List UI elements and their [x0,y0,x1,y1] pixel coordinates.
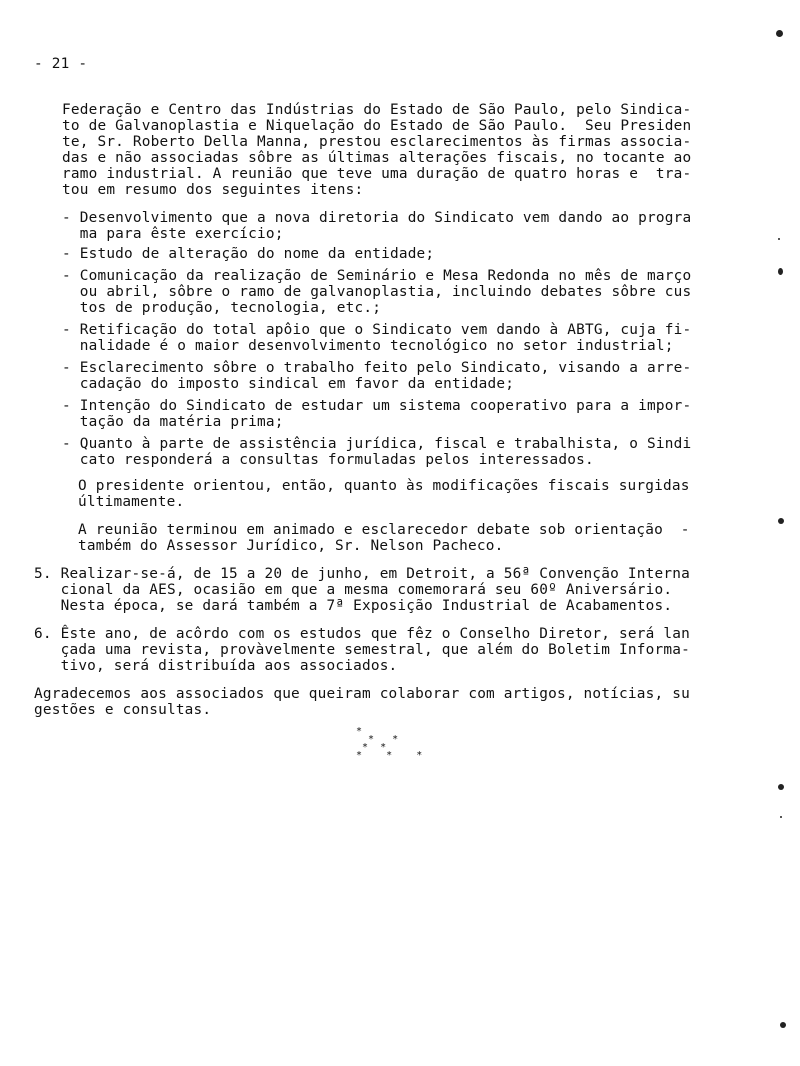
scan-speck [776,30,783,37]
bullet-item: - Esclarecimento sôbre o trabalho feito pelo Sindicato, visando a arre- [62,360,692,376]
scan-speck [778,784,784,790]
item-line: Nesta época, se dará também a 7ª Exposição Industrial de Acabamentos. [34,598,673,614]
bullet-item: ou abril, sôbre o ramo de galvanoplastia, incluindo debates sôbre cus [62,284,692,300]
intro-line: ramo industrial. A reunião que teve uma duração de quatro horas e tra- [62,166,692,182]
item-line: tivo, será distribuída aos associados. [34,658,398,674]
item-line: 5. Realizar-se-á, de 15 a 20 de junho, em Detroit, a 56ª Convenção Interna [34,566,690,582]
bullet-item: - Comunicação da realização de Seminário e Mesa Redonda no mês de março [62,268,692,284]
bullet-item: - Desenvolvimento que a nova diretoria do Sindicato vem dando ao progra [62,210,692,226]
intro-line: tou em resumo dos seguintes itens: [62,182,364,198]
closing-line: gestões e consultas. [34,702,212,718]
closing-line: Agradecemos aos associados que queiram colaborar com artigos, notícias, su [34,686,690,702]
bullet-item: - Quanto à parte de assistência jurídica, fiscal e trabalhista, o Sindi [62,436,692,452]
scan-speck [778,518,784,524]
item-line: çada uma revista, provàvelmente semestral, que além do Boletim Informa- [34,642,690,658]
intro-line: to de Galvanoplastia e Niquelação do Estado de São Paulo. Seu Presiden [62,118,692,134]
scan-speck [778,238,780,240]
bullet-item: nalidade é o maior desenvolvimento tecnológico no setor industrial; [62,338,674,354]
intro-line: Federação e Centro das Indústrias do Estado de São Paulo, pelo Sindica- [62,102,692,118]
scan-speck [778,268,783,275]
bullet-item: cato responderá a consultas formuladas pelos interessados. [62,452,594,468]
bullet-item: cadação do imposto sindical em favor da entidade; [62,376,515,392]
intro-line: das e não associadas sôbre as últimas alterações fiscais, no tocante ao [62,150,692,166]
bullet-item: tos de produção, tecnologia, etc.; [62,300,382,316]
intro-line: te, Sr. Roberto Della Manna, prestou esclarecimentos às firmas associa- [62,134,692,150]
page-number: - 21 - [34,56,88,72]
scan-speck [780,1022,786,1028]
bullet-item: tação da matéria prima; [62,414,284,430]
paragraph-line: A reunião terminou em animado e esclarecedor debate sob orientação - [78,522,690,538]
bullet-item: - Intenção do Sindicato de estudar um sistema cooperativo para a impor- [62,398,692,414]
item-line: 6. Êste ano, de acôrdo com os estudos que fêz o Conselho Diretor, será lan [34,626,690,642]
bullet-item: - Retificação do total apôio que o Sindicato vem dando à ABTG, cuja fi- [62,322,692,338]
paragraph-line: últimamente. [78,494,185,510]
item-line: cional da AES, ocasião em que a mesma comemorará seu 60º Aniversário. [34,582,673,598]
paragraph-line: O presidente orientou, então, quanto às modificações fiscais surgidas [78,478,690,494]
bullet-item: ma para êste exercício; [62,226,284,242]
bullet-item: - Estudo de alteração do nome da entidade; [62,246,435,262]
asterisk-ornament: * * * * * * * * [356,726,423,761]
scan-speck [780,816,782,818]
paragraph-line: também do Assessor Jurídico, Sr. Nelson Pacheco. [78,538,504,554]
